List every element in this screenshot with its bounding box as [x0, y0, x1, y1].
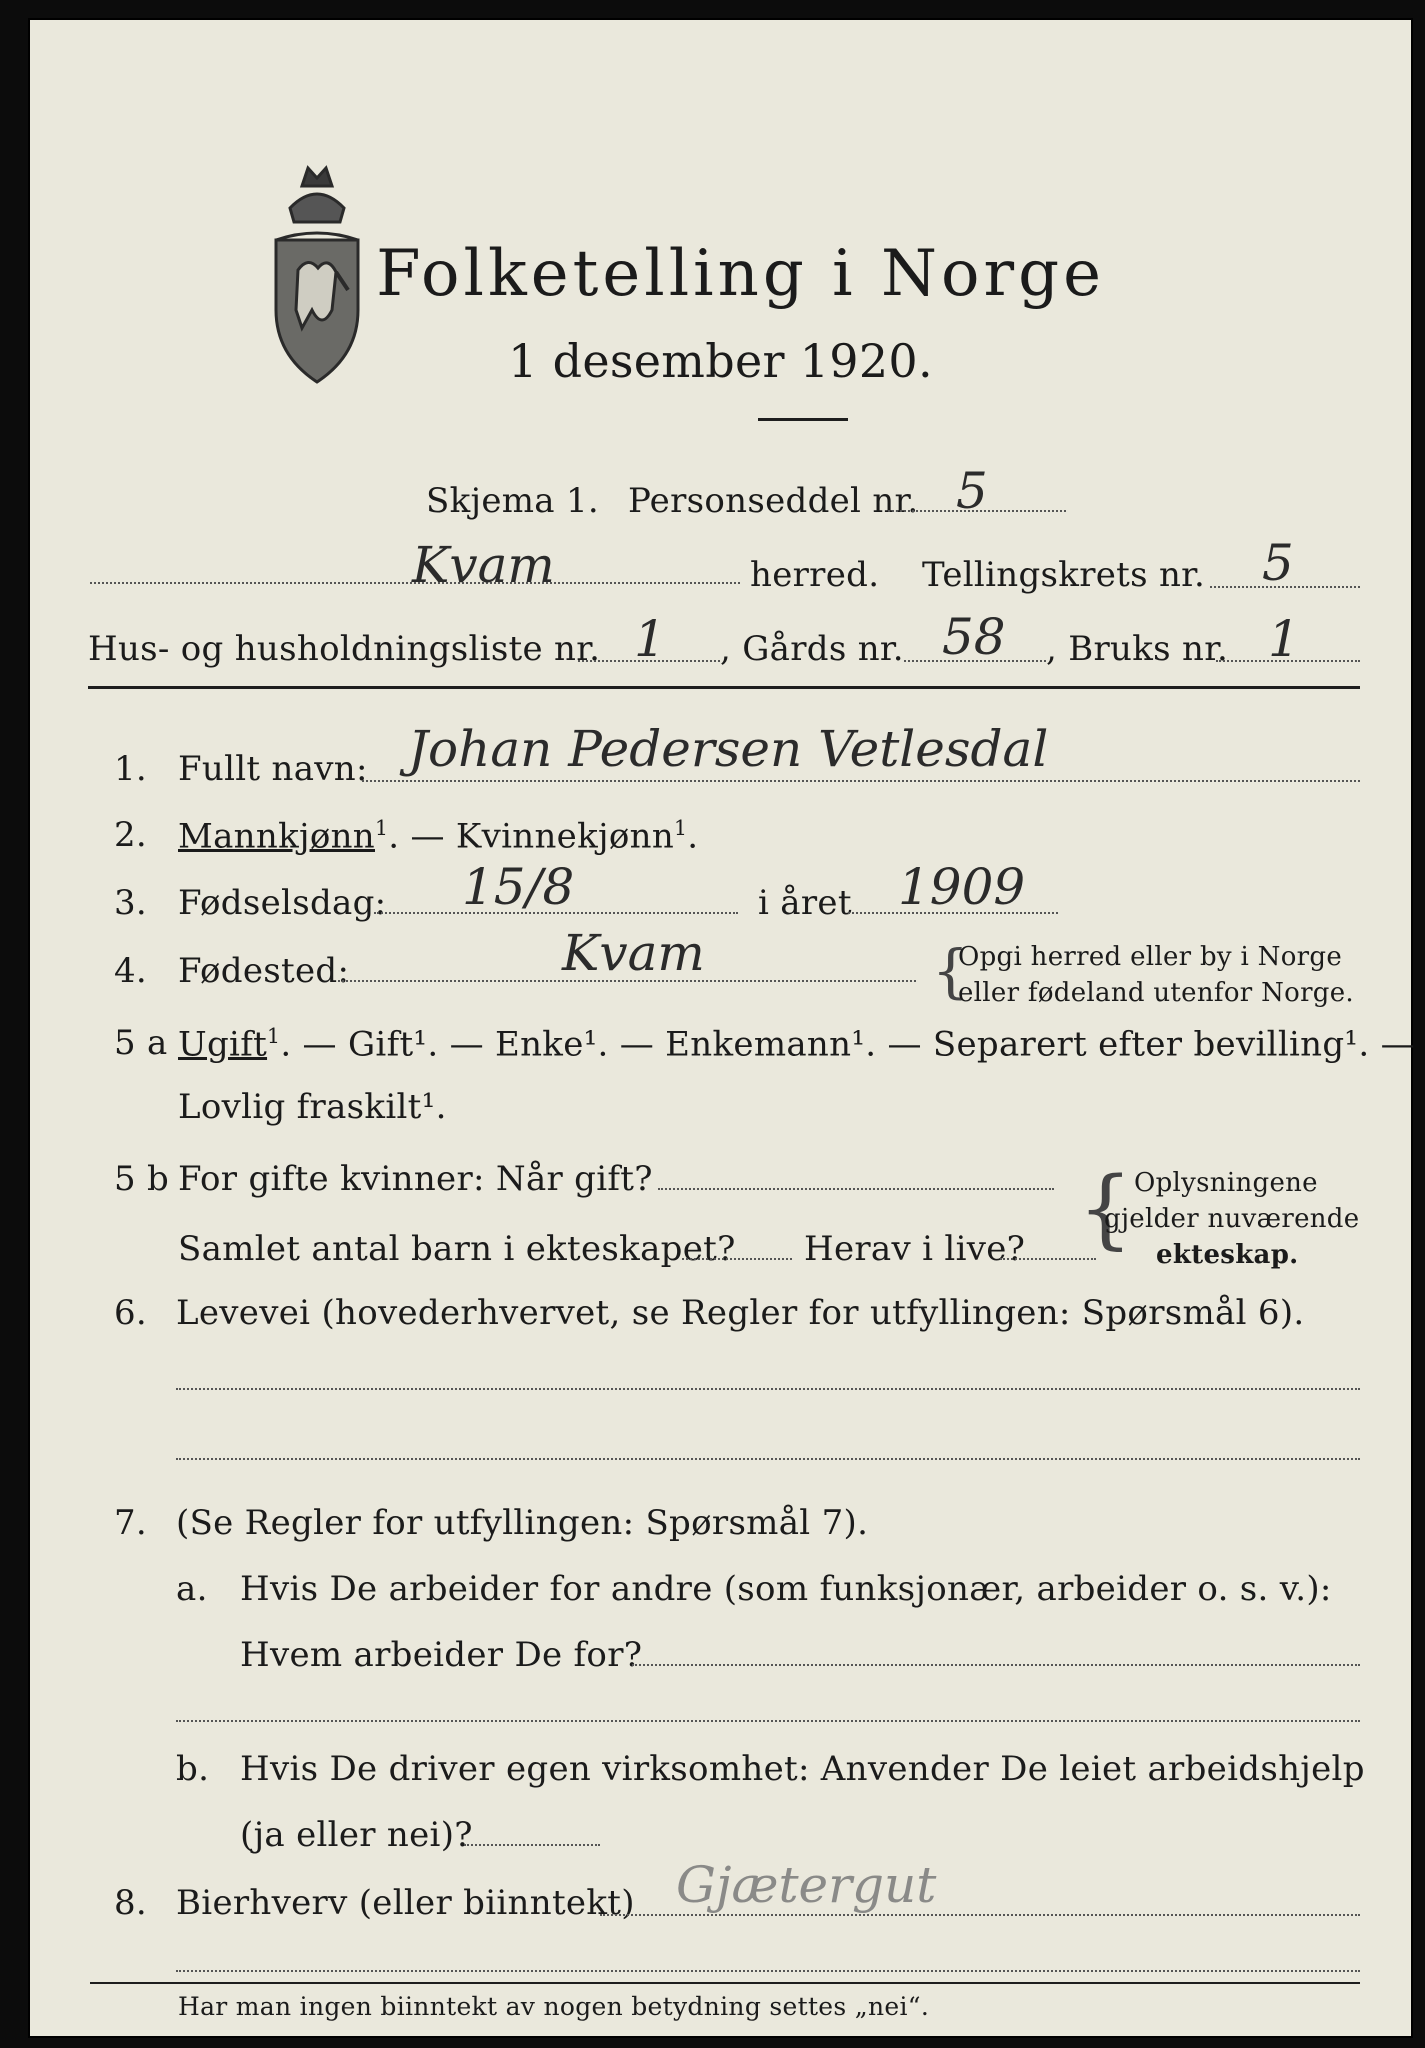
- q5b-note-line1: Oplysningene: [1134, 1168, 1318, 1198]
- q5b-note-line2: gjelder nuværende: [1104, 1204, 1360, 1234]
- herred-label: herred.: [750, 555, 880, 595]
- q5b-brace: {: [1078, 1159, 1134, 1259]
- footer-rule: [90, 1982, 1360, 1984]
- tellingskrets-label: Tellingskrets nr.: [922, 555, 1206, 595]
- q5b-label: For gifte kvinner: Når gift?: [178, 1159, 653, 1199]
- q1-value: Johan Pedersen Vetlesdal: [408, 720, 1049, 778]
- q3-day-value: 15/8: [462, 858, 575, 916]
- q7-number: 7.: [114, 1503, 148, 1543]
- header-rule: [88, 686, 1360, 689]
- q1-line: [362, 780, 1360, 782]
- footer-note: Har man ingen biinntekt av nogen betydning settes „nei“.: [178, 1992, 930, 2021]
- q4-value: Kvam: [562, 924, 705, 982]
- q3-number: 3.: [114, 883, 148, 923]
- q5a-number: 5 a: [114, 1023, 168, 1063]
- q5b-note-line3: ekteskap.: [1156, 1240, 1299, 1270]
- q5b-children-label: Samlet antal barn i ekteskapet?: [178, 1229, 736, 1269]
- q5a-options: Ugift$^1$. — Gift¹. — Enke¹. — Enkemann¹. — Separert efter bevilling¹. —: [178, 1024, 1415, 1065]
- q2-female-option: . — Kvinnekjønn: [388, 816, 675, 857]
- title-divider: [758, 418, 848, 421]
- q6-number: 6.: [114, 1293, 148, 1333]
- q7b-number: b.: [176, 1749, 210, 1789]
- q5b-children-line: [682, 1258, 792, 1260]
- q5a-other-options: . — Gift¹. — Enke¹. — Enkemann¹. — Separert efter bevilling¹. —: [280, 1024, 1415, 1065]
- personseddel-label: Personseddel nr.: [628, 481, 919, 521]
- q3-label: Fødselsdag:: [178, 883, 387, 923]
- husliste-value: 1: [634, 610, 666, 668]
- q2-male-option: Mannkjønn: [178, 816, 375, 857]
- herred-value: Kvam: [412, 536, 555, 594]
- gards-value: 58: [942, 608, 1006, 666]
- q8-line: [600, 1914, 1360, 1916]
- bruks-value: 1: [1268, 610, 1300, 668]
- q6-label: Levevei (hovederhvervet, se Regler for utfyllingen: Spørsmål 6).: [176, 1293, 1305, 1333]
- q2-options: Mannkjønn$^1$. — Kvinnekjønn$^1$.: [178, 816, 699, 857]
- q7a-label: Hvis De arbeider for andre (som funksjonær, arbeider o. s. v.):: [240, 1569, 1332, 1609]
- q8-label: Bierhverv (eller biinntekt): [176, 1883, 635, 1923]
- q5b-married-line: [658, 1188, 1054, 1190]
- tellingskrets-value: 5: [1262, 534, 1294, 592]
- q6-line2: [176, 1458, 1360, 1460]
- skjema-label: Skjema 1.: [426, 481, 600, 521]
- q8-number: 8.: [114, 1883, 148, 1923]
- census-date: 1 desember 1920.: [508, 334, 933, 388]
- q7a-extra-line: [176, 1720, 1360, 1722]
- q7b-line2: (ja eller nei)?: [240, 1815, 473, 1855]
- q3-year-value: 1909: [898, 858, 1026, 916]
- q4-note-line2: eller fødeland utenfor Norge.: [958, 978, 1354, 1008]
- q5b-number: 5 b: [114, 1159, 170, 1199]
- q7a-line: [632, 1664, 1360, 1666]
- q3-year-label: i året: [758, 883, 852, 923]
- q1-label: Fullt navn:: [178, 749, 368, 789]
- husliste-label: Hus- og husholdningsliste nr.: [88, 629, 601, 669]
- bruks-label: , Bruks nr.: [1046, 629, 1229, 669]
- q7-label: (Se Regler for utfyllingen: Spørsmål 7).: [176, 1503, 869, 1543]
- q4-label: Fødested:: [178, 951, 350, 991]
- q7a-line2: Hvem arbeider De for?: [240, 1635, 643, 1675]
- q5b-alive-label: Herav i live?: [804, 1229, 1026, 1269]
- q7a-number: a.: [176, 1569, 208, 1609]
- q8-value: Gjætergut: [676, 1856, 937, 1914]
- census-form: [28, 18, 1413, 2038]
- q5a-unmarried-option: Ugift: [178, 1024, 268, 1065]
- q4-note-line1: Opgi herred eller by i Norge: [958, 942, 1343, 972]
- gards-label: , Gårds nr.: [720, 629, 904, 669]
- personseddel-value: 5: [956, 462, 988, 520]
- q8-extra-line: [176, 1970, 1360, 1972]
- q7b-label: Hvis De driver egen virksomhet: Anvender De leiet arbeidshjelp: [240, 1749, 1365, 1789]
- q2-number: 2.: [114, 815, 148, 855]
- q1-number: 1.: [114, 749, 148, 789]
- page-title: Folketelling i Norge: [376, 237, 1105, 311]
- q5a-line2: Lovlig fraskilt¹.: [178, 1087, 447, 1127]
- q4-number: 4.: [114, 951, 148, 991]
- q2-end: .: [687, 816, 699, 857]
- q7b-line: [464, 1844, 600, 1846]
- q4-brace: {: [932, 937, 970, 1005]
- q6-line1: [176, 1388, 1360, 1390]
